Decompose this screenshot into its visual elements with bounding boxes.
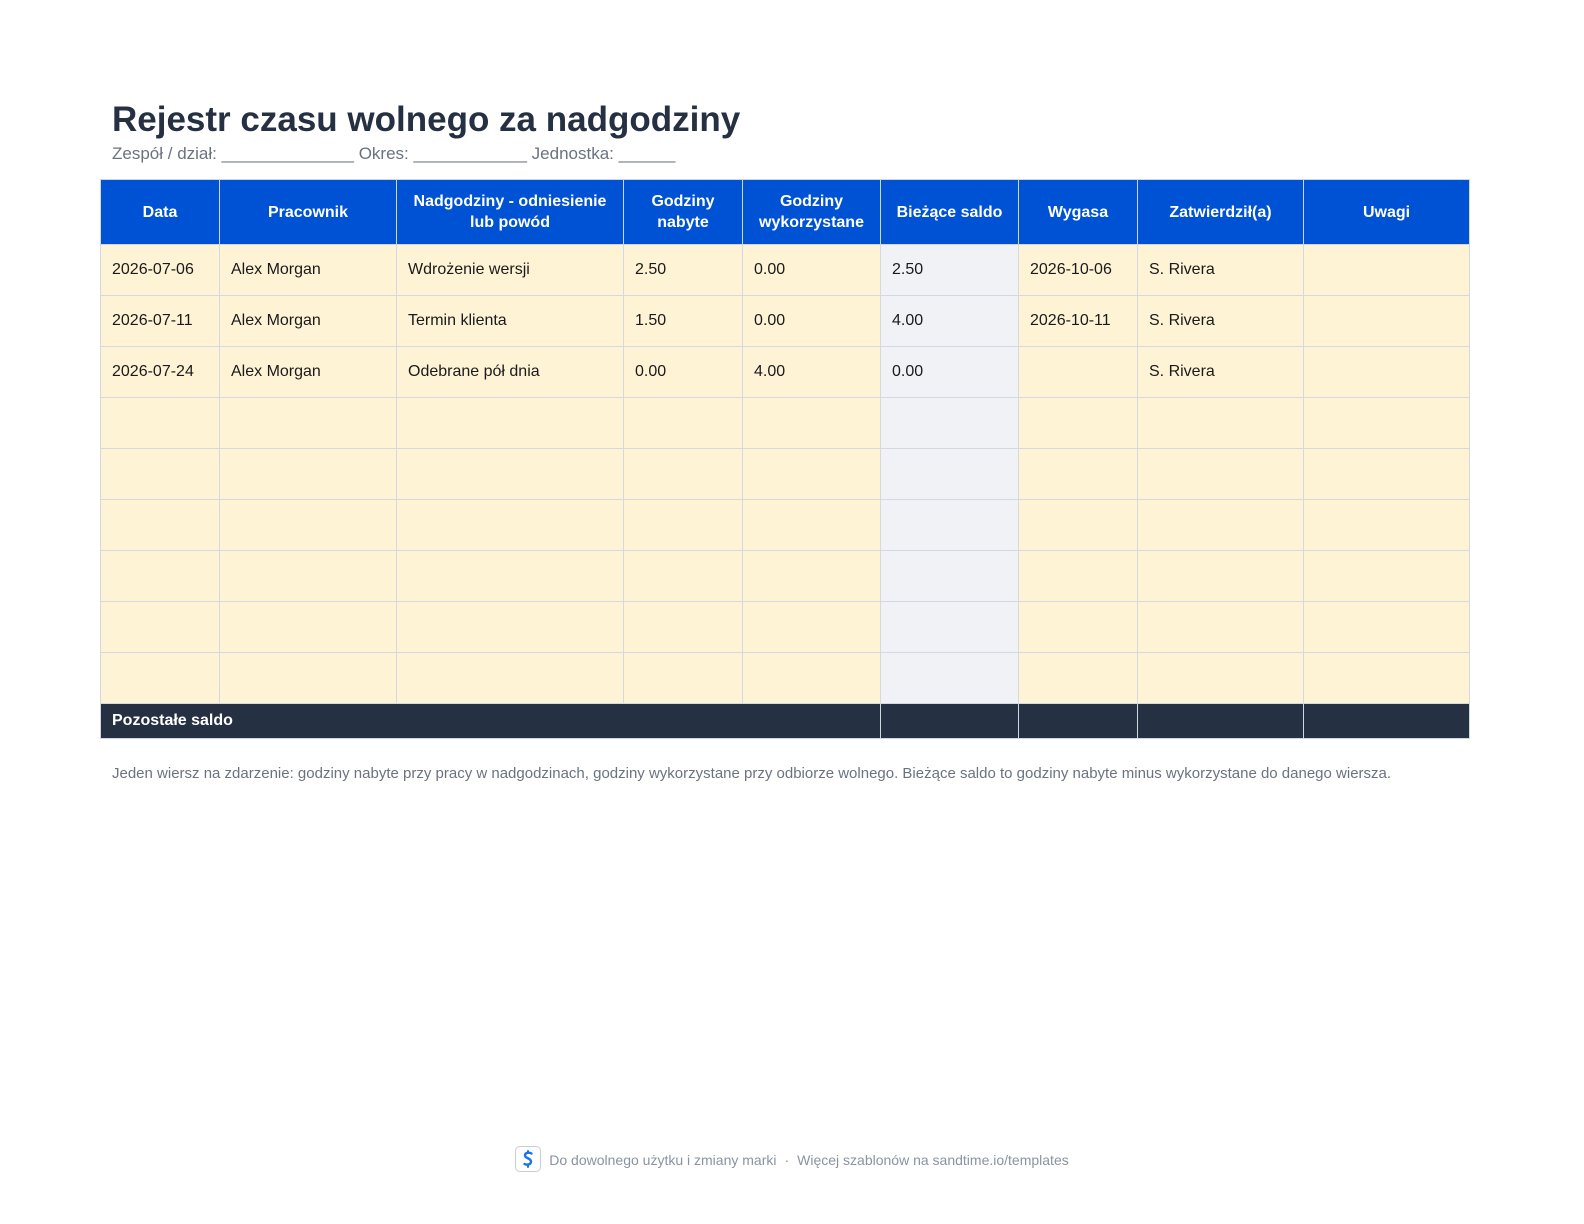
cell-approved-by[interactable] [1138, 602, 1304, 653]
footer-separator: · [784, 1152, 790, 1168]
cell-expires[interactable] [1019, 602, 1138, 653]
cell-reason[interactable]: Odebrane pół dnia [397, 347, 624, 398]
column-header-expires: Wygasa [1019, 180, 1138, 245]
cell-expires[interactable]: 2026-10-06 [1019, 245, 1138, 296]
cell-expires[interactable]: 2026-10-11 [1019, 296, 1138, 347]
cell-hours-used[interactable] [743, 398, 881, 449]
cell-hours-used[interactable] [743, 602, 881, 653]
cell-hours-earned[interactable] [624, 551, 743, 602]
cell-employee[interactable] [220, 449, 397, 500]
cell-employee[interactable] [220, 551, 397, 602]
cell-approved-by[interactable] [1138, 500, 1304, 551]
cell-running-balance[interactable] [881, 500, 1019, 551]
cell-hours-used[interactable]: 4.00 [743, 347, 881, 398]
cell-notes[interactable] [1304, 449, 1470, 500]
cell-running-balance[interactable]: 2.50 [881, 245, 1019, 296]
cell-approved-by[interactable] [1138, 449, 1304, 500]
table-row [101, 449, 1470, 500]
cell-approved-by[interactable] [1138, 653, 1304, 704]
cell-running-balance[interactable] [881, 602, 1019, 653]
sandtime-logo-icon [515, 1146, 541, 1172]
cell-expires[interactable] [1019, 449, 1138, 500]
cell-employee[interactable] [220, 398, 397, 449]
cell-expires[interactable] [1019, 347, 1138, 398]
cell-hours-earned[interactable]: 1.50 [624, 296, 743, 347]
cell-notes[interactable] [1304, 653, 1470, 704]
cell-reason[interactable] [397, 551, 624, 602]
cell-date[interactable]: 2026-07-06 [101, 245, 220, 296]
table-row [101, 347, 1470, 398]
table-body [101, 245, 1470, 704]
cell-employee[interactable]: Alex Morgan [220, 347, 397, 398]
cell-expires[interactable] [1019, 500, 1138, 551]
cell-notes[interactable] [1304, 245, 1470, 296]
cell-date[interactable] [101, 398, 220, 449]
cell-employee[interactable] [220, 500, 397, 551]
cell-running-balance[interactable] [881, 449, 1019, 500]
cell-reason[interactable] [397, 398, 624, 449]
page-footer [0, 1147, 1584, 1174]
total-row-cell [1138, 704, 1304, 739]
table-row [101, 398, 1470, 449]
table-row [101, 500, 1470, 551]
cell-notes[interactable] [1304, 551, 1470, 602]
cell-hours-earned[interactable] [624, 398, 743, 449]
column-header-hours-earned: Godziny nabyte [624, 180, 743, 245]
cell-date[interactable] [101, 500, 220, 551]
cell-reason[interactable]: Wdrożenie wersji [397, 245, 624, 296]
cell-hours-used[interactable] [743, 653, 881, 704]
remaining-balance-value-cell [881, 704, 1019, 739]
meta-fields-line: Zespół / dział: ______________ Okres: ____________ Jednostka: ______ [112, 144, 676, 163]
instructions-note: Jeden wiersz na zdarzenie: godziny nabyte przy pracy w nadgodzinach, godziny wykorzystane przy odbiorze wolnego. Bieżące saldo to godziny nabyte minus wykorzystane do danego wiersza. [112, 765, 1392, 782]
total-row-cell [1019, 704, 1138, 739]
cell-hours-earned[interactable] [624, 653, 743, 704]
cell-hours-earned[interactable]: 2.50 [624, 245, 743, 296]
table-row [101, 602, 1470, 653]
cell-running-balance[interactable] [881, 398, 1019, 449]
cell-running-balance[interactable] [881, 653, 1019, 704]
page-title: Rejestr czasu wolnego za nadgodziny [112, 100, 741, 139]
cell-hours-used[interactable] [743, 500, 881, 551]
cell-reason[interactable] [397, 602, 624, 653]
cell-employee[interactable] [220, 602, 397, 653]
cell-reason[interactable]: Termin klienta [397, 296, 624, 347]
remaining-balance-row [101, 704, 1470, 739]
cell-hours-used[interactable]: 0.00 [743, 245, 881, 296]
cell-approved-by[interactable]: S. Rivera [1138, 347, 1304, 398]
cell-date[interactable]: 2026-07-24 [101, 347, 220, 398]
column-header-notes: Uwagi [1304, 180, 1470, 245]
cell-employee[interactable]: Alex Morgan [220, 245, 397, 296]
cell-notes[interactable] [1304, 398, 1470, 449]
table-row [101, 245, 1470, 296]
cell-hours-used[interactable] [743, 449, 881, 500]
cell-hours-used[interactable]: 0.00 [743, 296, 881, 347]
cell-running-balance[interactable]: 4.00 [881, 296, 1019, 347]
overtime-log-table [100, 179, 1470, 739]
cell-hours-used[interactable] [743, 551, 881, 602]
column-header-hours-used: Godziny wykorzystane [743, 180, 881, 245]
cell-reason[interactable] [397, 500, 624, 551]
cell-hours-earned[interactable] [624, 449, 743, 500]
cell-date[interactable]: 2026-07-11 [101, 296, 220, 347]
cell-approved-by[interactable]: S. Rivera [1138, 245, 1304, 296]
cell-reason[interactable] [397, 653, 624, 704]
cell-notes[interactable] [1304, 347, 1470, 398]
table-row [101, 653, 1470, 704]
cell-running-balance[interactable] [881, 551, 1019, 602]
table-row [101, 296, 1470, 347]
column-header-approved-by: Zatwierdził(a) [1138, 180, 1304, 245]
cell-expires[interactable] [1019, 398, 1138, 449]
footer-templates-link[interactable]: Więcej szablonów na sandtime.io/templates [797, 1152, 1069, 1168]
cell-hours-earned[interactable] [624, 500, 743, 551]
table-row [101, 551, 1470, 602]
column-header-date: Data [101, 180, 220, 245]
cell-approved-by[interactable] [1138, 398, 1304, 449]
cell-approved-by[interactable]: S. Rivera [1138, 296, 1304, 347]
column-header-running-balance: Bieżące saldo [881, 180, 1019, 245]
footer-license-text: Do dowolnego użytku i zmiany marki [549, 1152, 777, 1168]
total-row-cell [1304, 704, 1470, 739]
cell-hours-earned[interactable]: 0.00 [624, 347, 743, 398]
remaining-balance-label: Pozostałe saldo [101, 704, 881, 739]
cell-date[interactable] [101, 653, 220, 704]
column-header-reason: Nadgodziny - odniesienie lub powód [397, 180, 624, 245]
cell-hours-earned[interactable] [624, 602, 743, 653]
cell-date[interactable] [101, 551, 220, 602]
cell-notes[interactable] [1304, 296, 1470, 347]
cell-employee[interactable]: Alex Morgan [220, 296, 397, 347]
cell-reason[interactable] [397, 449, 624, 500]
cell-date[interactable] [101, 449, 220, 500]
cell-date[interactable] [101, 602, 220, 653]
table-header-row [101, 180, 1470, 245]
cell-employee[interactable] [220, 653, 397, 704]
cell-expires[interactable] [1019, 551, 1138, 602]
cell-notes[interactable] [1304, 500, 1470, 551]
column-header-employee: Pracownik [220, 180, 397, 245]
cell-expires[interactable] [1019, 653, 1138, 704]
cell-running-balance[interactable]: 0.00 [881, 347, 1019, 398]
cell-notes[interactable] [1304, 602, 1470, 653]
cell-approved-by[interactable] [1138, 551, 1304, 602]
